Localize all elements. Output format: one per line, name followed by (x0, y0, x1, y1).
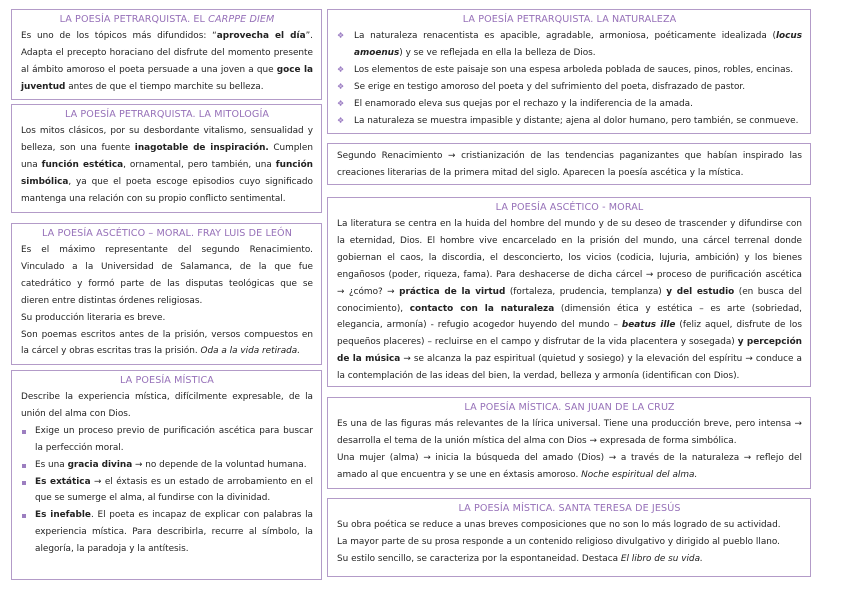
santa-teresa-p2: La mayor parte de su prosa responde a un contenido religioso divulgativo y dirigido al pueblo llano. (337, 536, 780, 547)
santa-teresa-title: LA POESÍA MÍSTICA. SANTA TERESA DE JESÚS (458, 503, 681, 514)
naturaleza-box (327, 9, 811, 134)
mistica-intro: Describe la experiencia mística, difícilmente expresable, de la unión del alma con Dios. (21, 392, 313, 419)
fray-luis-title: LA POESÍA ASCÉTICO – MORAL. FRAY LUIS DE LEÓN (42, 228, 292, 239)
san-juan-p1: Es una de las figuras más relevantes de la lírica universal. Tiene una producción breve, pero intensa → desarrolla el tema de la unión mística del alma con Dios → expresada de forma simbólica. (337, 419, 802, 446)
san-juan-box (327, 397, 811, 489)
san-juan-title: LA POESÍA MÍSTICA. SAN JUAN DE LA CRUZ (464, 402, 675, 413)
mistica-box (11, 370, 322, 580)
naturaleza-list (337, 28, 802, 129)
list-item: Es extática → el éxtasis es un estado de arrobamiento en el que se sumerge el alma, al fundirse con la divinidad. (21, 474, 313, 508)
list-item: ❖ Se erige en testigo amoroso del poeta y del sufrimiento del poeta, disfrazado de pastor. (337, 79, 802, 96)
santa-teresa-p3: Su estilo sencillo, se caracteriza por la espontaneidad. Destaca El libro de su vida. (337, 553, 703, 564)
santa-teresa-box (327, 498, 811, 577)
fray-luis-p1: Es el máximo representante del segundo Renacimiento. Vinculado a la Universidad de Salamanca, de la que fue catedrático y formó parte de las disputas teológicas que se dieren entre distintas órdenes religiosas. (21, 245, 313, 306)
list-item: Exige un proceso previo de purificación ascética para buscar la perfección moral. (21, 423, 313, 457)
mitologia-title: LA POESÍA PETRARQUISTA. LA MITOLOGÍA (64, 109, 270, 120)
mitologia-text: Los mitos clásicos, por su desbordante vitalismo, sensualidad y belleza, son una fuente inagotable de inspiración. Cumplen una función estética, ornamental, pero también, una función simbólica, ya que el poeta escoge episodios cuyo significado mantenga una relación con su propio conflicto sentimental. (21, 126, 313, 204)
ascetico-text: La literatura se centra en la huida del hombre del mundo y de su deseo de trascender y difundirse con la eternidad, Dios. El hombre vive encarcelado en la prisión del mundo, una cárcel terrenal donde gobiernan el caos, la discordia, el desconcierto, los vicios (codicia, lujuria, ambición) y los bienes engañosos (poder, riqueza, fama). Para deshacerse de dicha cárcel → proceso de purificación ascética → ¿cómo? → práctica de la virtud (fortaleza, prudencia, templanza) y del estudio (en busca del conocimiento), contacto con la naturaleza (dimensión ética y estética – es arte (sobriedad, elegancia, armonía) - refugio acogedor huyendo del mundo – beatus ille (feliz aquel, disfrute de los pequeños placeres) – recluirse en el campo y disfrutar de la vida placentera y sosegada) y percepción de la música → se alcanza la paz espiritual (quietud y sosiego) y la elevación del espíritu → conduce a la contemplación de las ideas del bien, la verdad, belleza y armonía (identifican con Dios). (337, 219, 802, 382)
list-item: ❖ El enamorado eleva sus quejas por el rechazo y la indiferencia de la amada. (337, 96, 802, 113)
list-item: ❖ La naturaleza renacentista es apacible, agradable, armoniosa, poéticamente idealizada (locus amoenus) y se ve reflejada en ella la belleza de Dios. (337, 28, 802, 62)
ascetico-title: LA POESÍA ASCÉTICO - MORAL (495, 202, 644, 213)
santa-teresa-p1: Su obra poética se reduce a unas breves composiciones que no son lo más logrado de su actividad. (337, 520, 781, 530)
list-item: ❖ Los elementos de este paisaje son una espesa arboleda poblada de sauces, pinos, robles, encinas. (337, 62, 802, 79)
mitologia-box (11, 104, 322, 213)
mistica-title: LA POESÍA MÍSTICA (120, 375, 214, 386)
list-item: Es inefable. El poeta es incapaz de explicar con palabras la experiencia mística. Para describirla, recurre al símbolo, la alegoría, la paradoja y la antítesis. (21, 507, 313, 558)
segundo-renacimiento-text: Segundo Renacimiento → cristianización de las tendencias paganizantes que habían inspirado las creaciones literarias de la primera mitad del siglo. Aparecen la poesía ascética y la mística. (337, 151, 802, 178)
naturaleza-title: LA POESÍA PETRARQUISTA. LA NATURALEZA (462, 14, 677, 25)
fray-luis-p2: Su producción literaria es breve. (21, 312, 166, 323)
list-item: ❖ La naturaleza se muestra impasible y distante; ajena al dolor humano, pero también, se conmueve. (337, 113, 802, 130)
segundo-renacimiento-box (327, 143, 811, 185)
fray-luis-box (11, 223, 322, 365)
san-juan-p2: Una mujer (alma) → inicia la búsqueda del amado (Dios) → a través de la naturaleza → reflejo del amado al que encuentra y se une en éxtasis amoroso. Noche espiritual del alma. (337, 452, 802, 480)
carpe-diem-box (11, 9, 322, 100)
list-item: Es una gracia divina → no depende de la voluntad humana. (21, 457, 313, 474)
ascetico-box (327, 197, 811, 387)
carpe-diem-text: Es uno de los tópicos más difundidos: “aprovecha el día”. Adapta el precepto horaciano del disfrute del momento presente al ámbito amoroso el poeta persuade a una joven a que goce la juventud antes de que el tiempo marchite su belleza. (21, 31, 314, 92)
carpe-diem-title-em: CARPPE DIEM (208, 14, 275, 25)
carpe-diem-title: LA POESÍA PETRARQUISTA. EL CARPPE DIEM (59, 14, 275, 25)
mistica-list (21, 423, 313, 558)
fray-luis-p3: Son poemas escritos antes de la prisión, versos compuestos en la cárcel y obras escritas tras la prisión. Oda a la vida retirada. (21, 329, 313, 357)
